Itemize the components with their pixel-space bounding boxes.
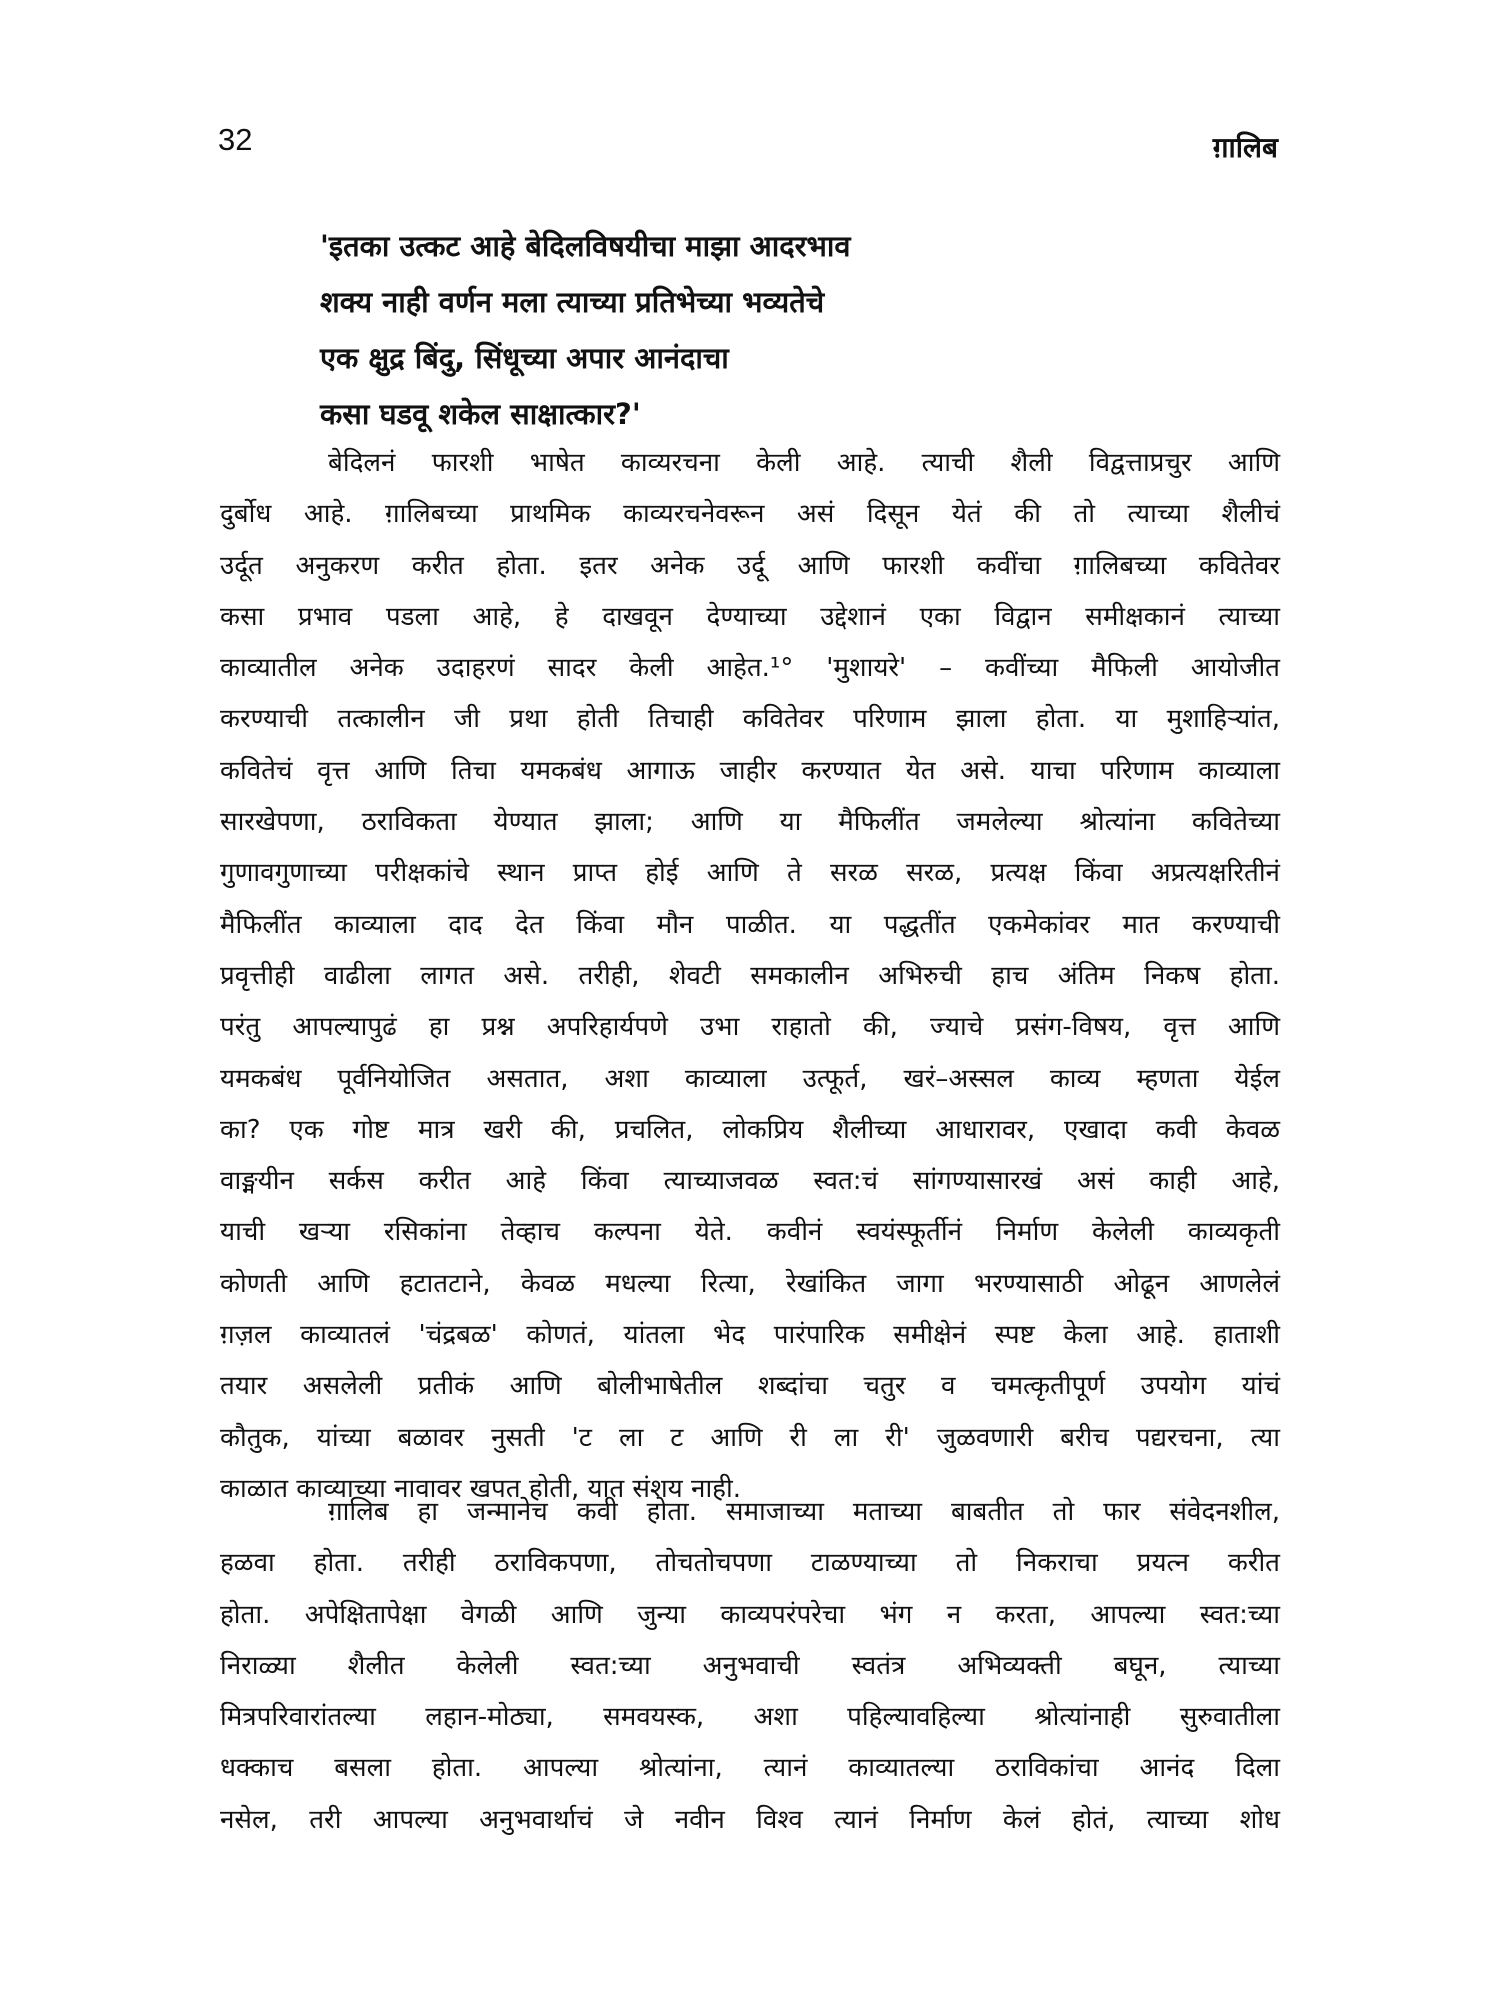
text-line: सारखेपणा, ठराविकता येण्यात झाला; आणि या मैफिलींत जमलेल्या श्रोत्यांना कवितेच्या (220, 807, 1280, 838)
text-line: उर्दूत अनुकरण करीत होता. इतर अनेक उर्दू आणि फारशी कवींचा ग़ालिबच्या कवितेवर (220, 550, 1280, 581)
text-line: तयार असलेली प्रतीकं आणि बोलीभाषेतील शब्दांचा चतुर व चमत्कृतीपूर्ण उपयोग यांचं (220, 1371, 1280, 1402)
text-line: परंतु आपल्यापुढं हा प्रश्न अपरिहार्यपणे उभा राहातो की, ज्याचे प्रसंग-विषय, वृत्त आणि (220, 1012, 1280, 1043)
verse-line: शक्य नाही वर्णन मला त्याच्या प्रतिभेच्या भव्यतेचे (320, 285, 825, 319)
text-line: धक्काच बसला होता. आपल्या श्रोत्यांना, त्यानं काव्यातल्या ठराविकांचा आनंद दिला (220, 1753, 1280, 1784)
text-line: कसा प्रभाव पडला आहे, हे दाखवून देण्याच्या उद्देशानं एका विद्वान समीक्षकानं त्याच्या (220, 601, 1280, 632)
text-line: निराळ्या शैलीत केलेली स्वत:च्या अनुभवाची स्वतंत्र अभिव्यक्ती बघून, त्याच्या (220, 1650, 1280, 1681)
text-line: कोणती आणि हटातटाने, केवळ मधल्या रित्या, रेखांकित जागा भरण्यासाठी ओढून आणलेलं (220, 1268, 1280, 1299)
paragraph-2 (220, 1487, 1280, 1846)
text-line: ग़ज़ल काव्यातलं 'चंद्रबळ' कोणतं, यांतला भेद पारंपारिक समीक्षेनं स्पष्ट केला आहे. हाताशी (220, 1320, 1280, 1351)
text-line: होता. अपेक्षितापेक्षा वेगळी आणि जुन्या काव्यपरंपरेचा भंग न करता, आपल्या स्वत:च्या (220, 1599, 1280, 1630)
text-line: मित्रपरिवारांतल्या लहान-मोठ्या, समवयस्क, अशा पहिल्यावहिल्या श्रोत्यांनाही सुरुवातीला (220, 1702, 1280, 1733)
text-line: याची खऱ्या रसिकांना तेव्हाच कल्पना येते. कवीनं स्वयंस्फूर्तीनं निर्माण केलेली काव्यकृती (220, 1217, 1280, 1248)
verse-line: एक क्षुद्र बिंदु, सिंधूच्या अपार आनंदाचा (320, 341, 729, 375)
text-line: दुर्बोध आहे. ग़ालिबच्या प्राथमिक काव्यरचनेवरून असं दिसून येतं की तो त्याच्या शैलीचं (220, 499, 1280, 530)
page-number: 32 (218, 122, 253, 157)
text-line: काळात काव्याच्या नावावर खपत होती, यात संशय नाही. (220, 1473, 741, 1504)
paragraph-1 (220, 438, 1280, 1515)
text-line: यमकबंध पूर्वनियोजित असतात, अशा काव्याला उत्फूर्त, खरं–अस्सल काव्य म्हणता येईल (220, 1063, 1280, 1094)
text-line: बेदिलनं फारशी भाषेत काव्यरचना केली आहे. त्याची शैली विद्वत्ताप्रचुर आणि (328, 448, 1280, 478)
text-line: कौतुक, यांच्या बळावर नुसती 'ट ला ट आणि री ला री' जुळवणारी बरीच पद्यरचना, त्या (220, 1422, 1280, 1453)
text-line: नसेल, तरी आपल्या अनुभवार्थाचं जे नवीन विश्व त्यानं निर्माण केलं होतं, त्याच्या शोध (220, 1804, 1280, 1835)
text-line: करण्याची तत्कालीन जी प्रथा होती तिचाही कवितेवर परिणाम झाला होता. या मुशाहिऱ्यांत, (220, 704, 1280, 735)
verse-line: कसा घडवू शकेल साक्षात्कार?' (320, 397, 641, 431)
text-line: ग़ालिब हा जन्मानेच कवी होता. समाजाच्या मताच्या बाबतीत तो फार संवेदनशील, (328, 1497, 1280, 1527)
text-line: कवितेचं वृत्त आणि तिचा यमकबंध आगाऊ जाहीर करण्यात येत असे. याचा परिणाम काव्याला (220, 755, 1280, 786)
text-line: गुणावगुणाच्या परीक्षकांचे स्थान प्राप्त होई आणि ते सरळ सरळ, प्रत्यक्ष किंवा अप्रत्यक्षरितीनं (220, 858, 1280, 889)
running-title: ग़ालिब (1212, 131, 1278, 164)
verse-quote (320, 218, 1220, 442)
text-line: वाङ्मयीन सर्कस करीत आहे किंवा त्याच्याजवळ स्वत:चं सांगण्यासारखं असं काही आहे, (220, 1166, 1280, 1197)
text-line: मैफिलींत काव्याला दाद देत किंवा मौन पाळीत. या पद्धतींत एकमेकांवर मात करण्याची (220, 909, 1280, 940)
text-line: का? एक गोष्ट मात्र खरी की, प्रचलित, लोकप्रिय शैलीच्या आधारावर, एखादा कवी केवळ (220, 1114, 1280, 1145)
text-line: काव्यातील अनेक उदाहरणं सादर केली आहेत.¹° 'मुशायरे' – कवींच्या मैफिली आयोजीत (220, 653, 1280, 684)
text-line: हळवा होता. तरीही ठराविकपणा, तोचतोचपणा टाळण्याच्या तो निकराचा प्रयत्न करीत (220, 1548, 1280, 1579)
verse-line: 'इतका उत्कट आहे बेदिलविषयीचा माझा आदरभाव (320, 229, 851, 263)
text-line: प्रवृत्तीही वाढीला लागत असे. तरीही, शेवटी समकालीन अभिरुची हाच अंतिम निकष होता. (220, 960, 1280, 991)
